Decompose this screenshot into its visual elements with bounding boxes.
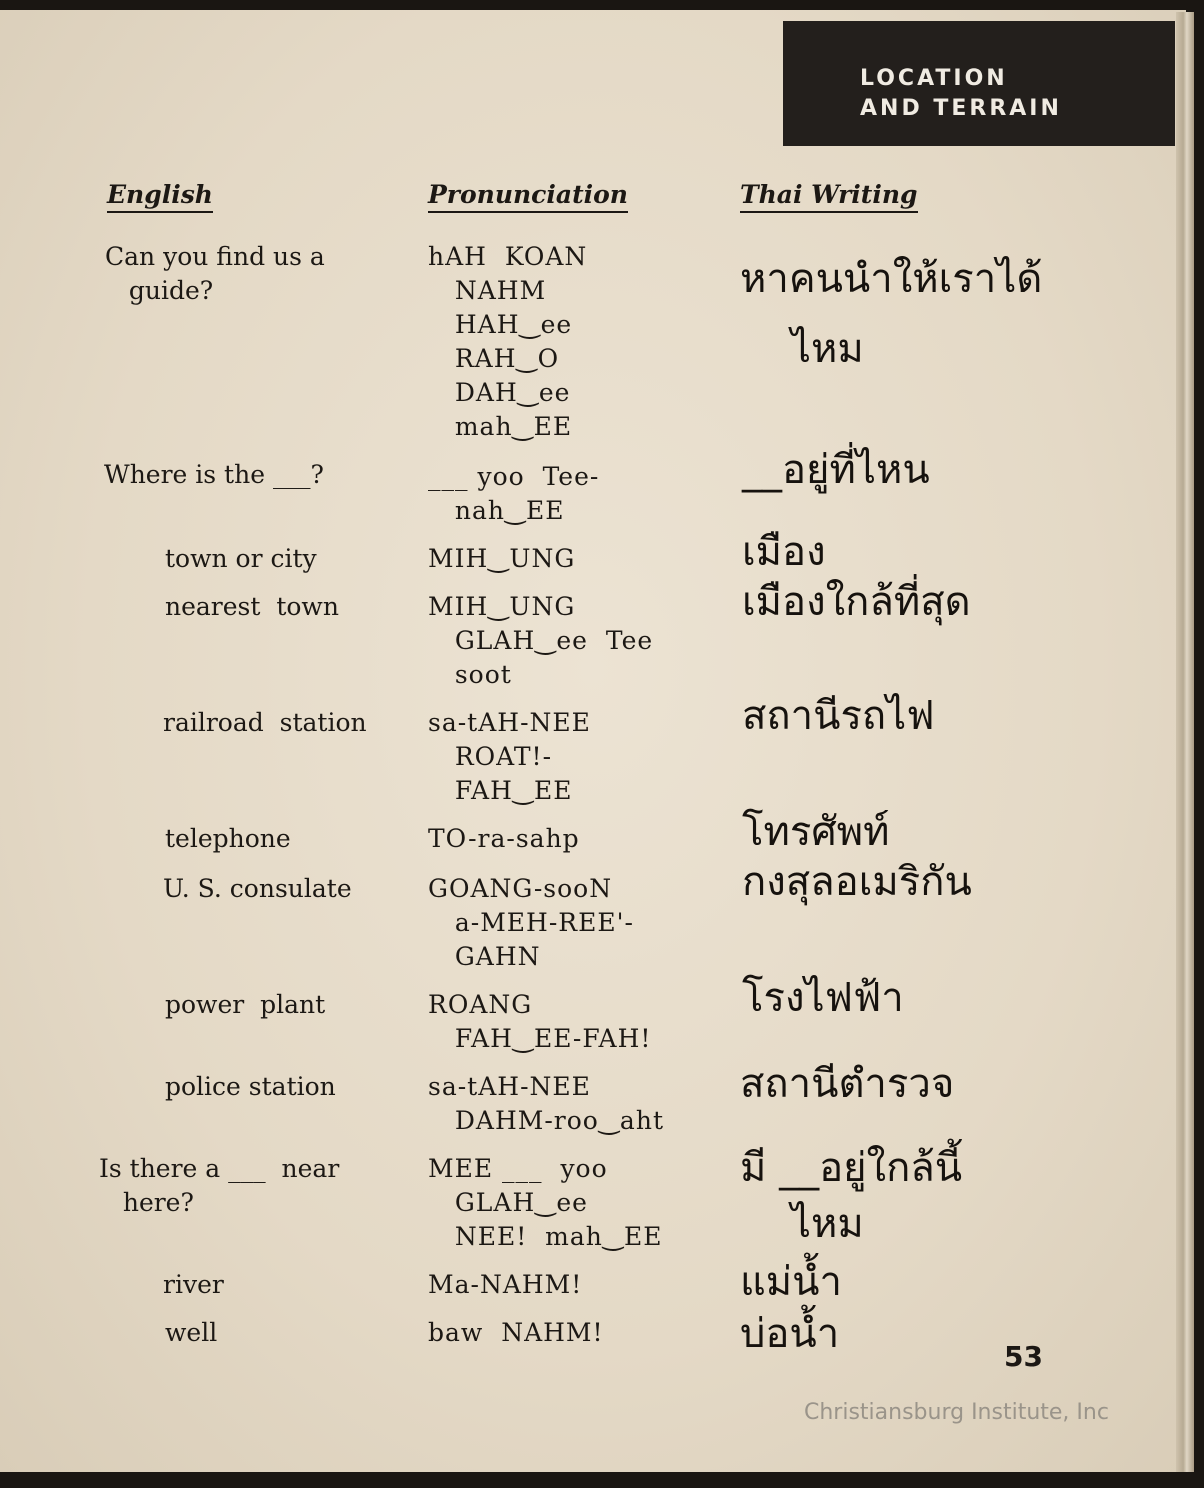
row-english: telephone (165, 824, 291, 853)
row-pronunciation: ROANG FAH‿EE-FAH! (428, 990, 652, 1053)
row-thai: สถานีรถไฟ (742, 693, 935, 739)
row-english: Is there a ___ near here? (99, 1154, 340, 1217)
row-thai: กงสุลอเมริกัน (742, 859, 972, 905)
page-edge (1176, 12, 1194, 1472)
row-thai: แม่น้ำ (740, 1259, 842, 1305)
row-pronunciation: hAH KOAN NAHM HAH‿ee RAH‿O DAH‿ee mah‿EE (428, 242, 588, 441)
row-pronunciation: Ma-NAHM! (428, 1270, 583, 1299)
row-thai: เมือง (742, 529, 826, 575)
row-english: power plant (165, 990, 326, 1019)
column-header-pronunciation: Pronunciation (428, 180, 628, 213)
row-english: Can you find us a guide? (105, 242, 325, 305)
row-pronunciation: baw NAHM! (428, 1318, 604, 1347)
row-pronunciation: sa-tAH-NEE ROAT!- FAH‿EE (428, 708, 591, 805)
row-thai: มี __อยู่ใกล้นี้ ไหม (740, 1145, 963, 1247)
page-number: 53 (1004, 1340, 1043, 1373)
row-pronunciation: sa-tAH-NEE DAHM-roo‿aht (428, 1072, 664, 1135)
row-english: railroad station (163, 708, 367, 737)
row-thai: หาคนนำให้เราได้ ไหม (740, 256, 1043, 372)
row-english: Where is the ___? (104, 460, 324, 489)
section-title-line1: LOCATION (860, 66, 1008, 91)
row-thai: โทรศัพท์ (742, 809, 890, 855)
row-english: town or city (165, 544, 317, 573)
row-thai: เมืองใกล้ที่สุด (742, 579, 971, 625)
row-pronunciation: TO-ra-sahp (428, 824, 580, 853)
watermark-credit: Christiansburg Institute, Inc (804, 1400, 1109, 1425)
row-pronunciation: MIH‿UNG GLAH‿ee Tee soot (428, 592, 654, 689)
column-header-thai: Thai Writing (740, 180, 918, 213)
column-header-english: English (107, 180, 213, 213)
row-pronunciation: MIH‿UNG (428, 544, 576, 573)
row-thai: สถานีตำรวจ (740, 1061, 955, 1107)
section-title-line2: AND TERRAIN (860, 96, 1062, 121)
row-english: U. S. consulate (163, 874, 352, 903)
row-thai: โรงไฟฟ้า (742, 975, 904, 1021)
row-english: well (165, 1318, 218, 1347)
row-thai: บ่อน้ำ (740, 1311, 840, 1357)
row-english: police station (165, 1072, 336, 1101)
row-english: nearest town (165, 592, 339, 621)
row-pronunciation: GOANG-sooN a-MEH-REE'- GAHN (428, 874, 634, 971)
row-pronunciation: ___ yoo Tee- nah‿EE (428, 462, 600, 525)
row-english: river (163, 1270, 224, 1299)
row-thai: __อยู่ที่ไหน (742, 447, 930, 493)
row-pronunciation: MEE ___ yoo GLAH‿ee NEE! mah‿EE (428, 1154, 663, 1251)
